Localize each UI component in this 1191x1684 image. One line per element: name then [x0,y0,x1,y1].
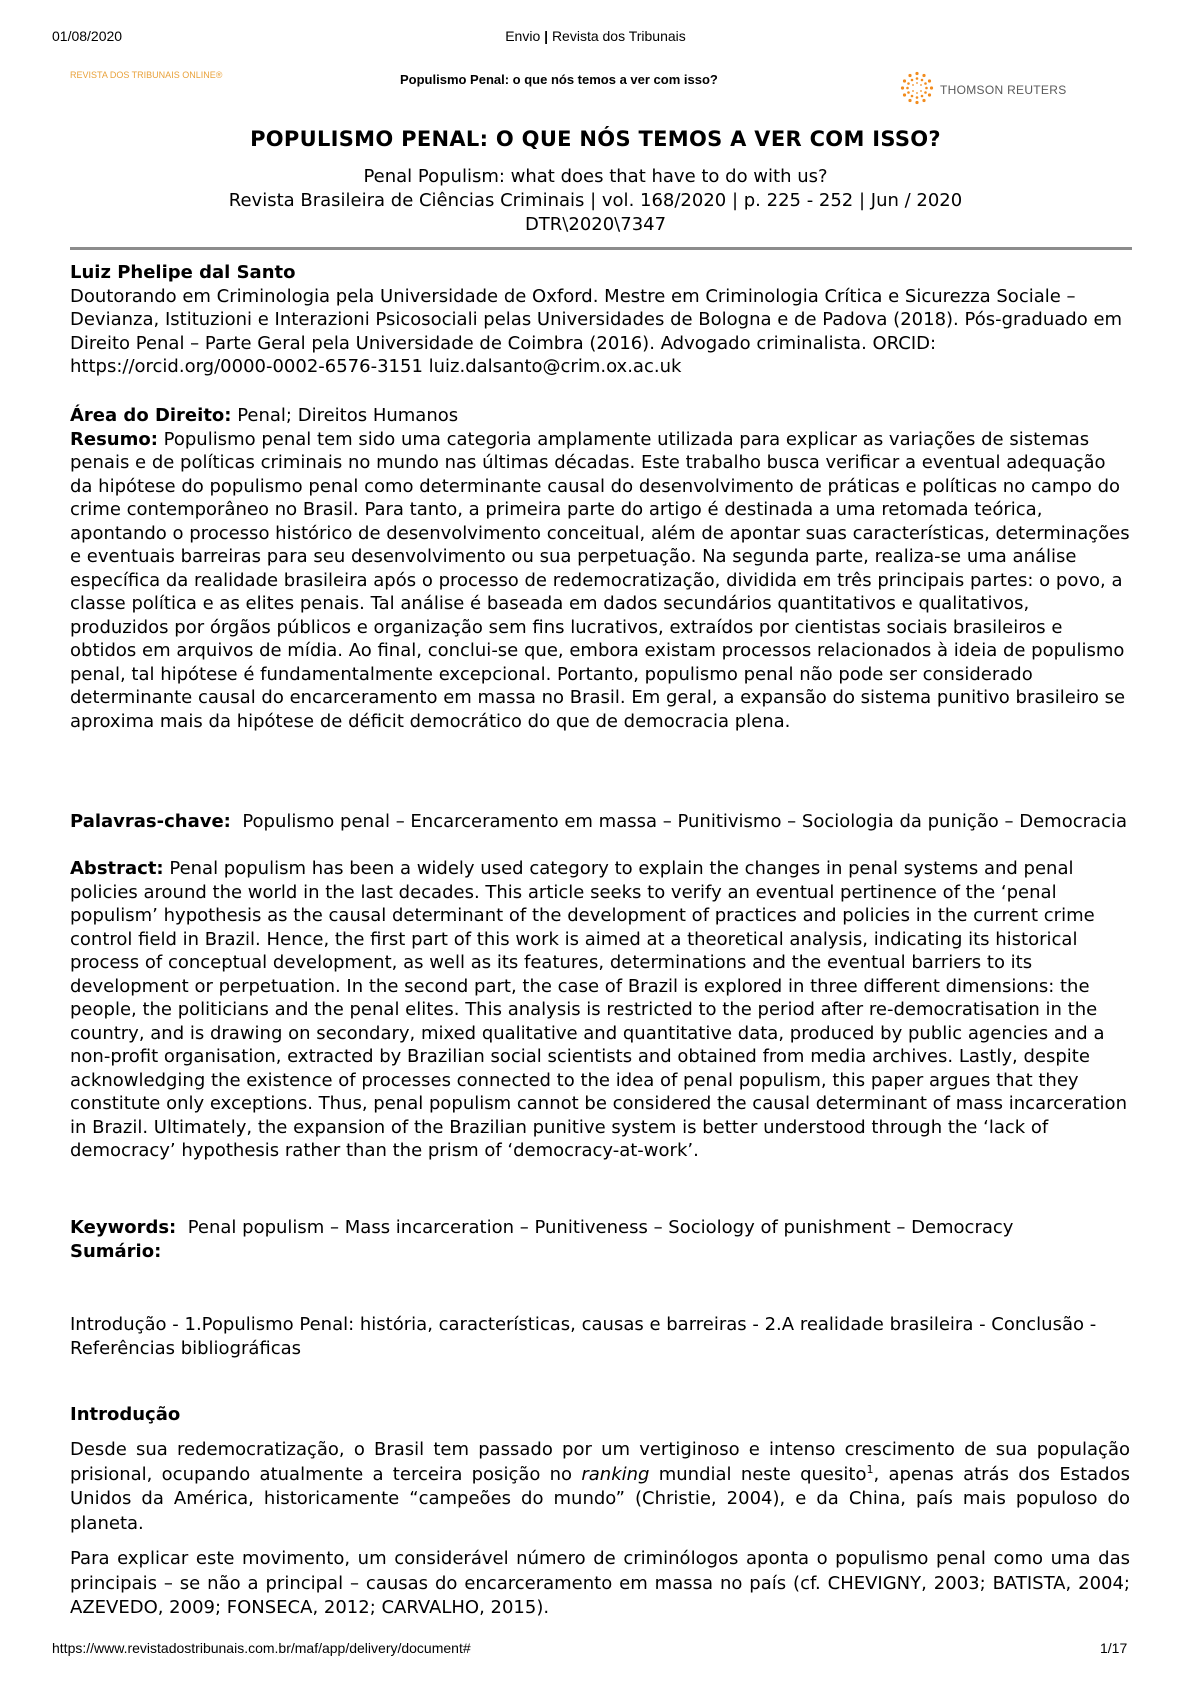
author-name: Luiz Phelipe dal Santo [70,262,296,283]
print-title-separator: | [544,28,549,44]
para1-text-a: Desde sua redemocratização, o Brasil tem passado por um vertiginoso e intenso crescimento de sua população prisional, ocupando atualmente a terceira posição no [70,1439,1130,1485]
palavras-chave-text: Populismo penal – Encarceramento em massa – Punitivismo – Sociologia da punição – Democracia [230,811,1127,832]
print-date: 01/08/2020 [52,28,123,44]
area-label: Área do Direito: [70,405,232,426]
journal-citation: Revista Brasileira de Ciências Criminais | vol. 168/2020 | p. 225 - 252 | Jun / 2020 [228,190,963,211]
sumario-content: Introdução - 1.Populismo Penal: história, características, causas e barreiras - 2.A realidade brasileira - Conclusão - Referências bibliográficas [70,1314,1097,1359]
abstract-section [70,857,1130,1163]
author-block [70,261,1130,379]
thomson-reuters-logo [900,72,1067,108]
palavras-chave [70,810,1130,834]
print-title-left: Envio [505,28,541,44]
para1-text-b: mundial neste quesito [649,1463,867,1485]
palavras-chave-label: Palavras-chave: [70,811,231,832]
area-do-direito [70,404,1130,428]
resumo-label: Resumo: [70,428,158,450]
resumo-text: Populismo penal tem sido uma categoria amplamente utilizada para explicar as variações de sistemas penais e de políticas criminais no mundo nas últimas décadas. Este trabalho busca verificar a eventual adequação da hipótese do populismo penal como determinante causal do desenvolvimento de práticas e políticas no campo do crime contemporâneo no Brasil. Para tanto, a primeira parte do artigo é destinada a uma retomada teórica, apontando o processo histórico de desenvolvimento conceitual, além de apontar suas características, determinações e eventuais barreiras para seu desenvolvimento ou sua perpetuação. Na segunda parte, realiza-se uma análise específica da realidade brasileira após o processo de redemocratização, dividida em três principais partes: o povo, a classe política e as elites penais. Tal análise é baseada em dados secundários quantitativos e qualitativos, produzidos por órgãos públicos e organização sem fins lucrativos, extraídos por cientistas sociais brasileiros e obtidos em arquivos de mídia. Ao final, conclui-se que, embora existam processos relacionados à ideia de populismo penal, tal hipótese é fundamentalmente excepcional. Portanto, populismo penal não pode ser considerado determinante causal do encarceramento em massa no Brasil. Em geral, a expansão do sistema punitivo brasileiro se aproxima mais da hipótese de déficit democrático do que de democracia plena. [70,428,1130,732]
resumo-section [70,404,1130,733]
article-title: POPULISMO PENAL: O QUE NÓS TEMOS A VER COM ISSO? [250,127,941,151]
footnote-ref-1[interactable]: 1 [866,1462,874,1476]
article-subtitle-english: Penal Populism: what does that have to do with us? [363,166,828,187]
print-title-right: Revista dos Tribunais [551,28,686,44]
abstract-text: Penal populism has been a widely used category to explain the changes in penal systems and penal policies around the world in the last decades. This article seeks to verify an eventual pertinence of the ‘penal populism’ hypothesis as the causal determinant of the development of practices and policies in the current crime control field in Brazil. Hence, the first part of this work is aimed at a theoretical analysis, indicating its historical process of conceptual development, as well as its features, determinations and the eventual barriers to its development or perpetuation. In the second part, the case of Brazil is explored in three different dimensions: the people, the politicians and the penal elites. This analysis is restricted to the period after re-democratisation in the country, and is drawing on secondary, mixed qualitative and quantitative data, produced by public agencies and a non-profit organisation, extracted by Brazilian social scientists and obtained from media archives. Lastly, despite acknowledging the existence of processes connected to the idea of penal populism, this paper argues that they constitute only exceptions. Thus, penal populism cannot be considered the causal determinant of mass incarceration in Brazil. Ultimately, the expansion of the Brazilian punitive system is better understood through the ‘lack of democracy’ hypothesis rather than the prism of ‘democracy-at-work’. [70,858,1127,1161]
title-separator [70,247,1132,250]
print-footer-url: https://www.revistadostribunais.com.br/maf/app/delivery/document# [52,1640,471,1656]
keywords-text: Penal populism – Mass incarceration – Punitiveness – Sociology of punishment – Democracy [176,1217,1014,1238]
running-head: Populismo Penal: o que nós temos a ver com isso? [400,72,718,87]
sumario-label: Sumário: [70,1240,162,1262]
thomson-reuters-wordmark: THOMSON REUTERS [940,83,1067,97]
revista-dos-tribunais-logo: REVISTA DOS TRIBUNAIS ONLINE® [70,70,223,80]
intro-paragraph-2: Para explicar este movimento, um considerável número de criminólogos aponta o populismo penal como uma das principais – se não a principal – causas do encarceramento em massa no país (cf. CHEVIGNY, 2003; BATISTA, 2004; AZEVEDO, 2009; FONSECA, 2012; CARVALHO, 2015). [70,1548,1130,1618]
para1-text-c: , apenas atrás dos Estados Unidos da América, historicamente “campeões do mundo” (Christie, 2004), e da China, país mais populoso do planeta. [70,1463,1130,1534]
intro-paragraph-1 [70,1438,1130,1536]
author-bio: Doutorando em Criminologia pela Universidade de Oxford. Mestre em Criminologia Crítica e Sicurezza Sociale – Devianza, Istituzioni e Interazioni Psicosociali pelas Universidades de Bologna e de Padova (2018). Pós-graduado em Direito Penal – Parte Geral pela Universidade de Coimbra (2016). Advogado criminalista. ORCID: https://orcid.org/0000-0002-6576-3151 luiz.dalsanto@crim.ox.ac.uk [70,285,1123,377]
keywords-label: Keywords: [70,1217,177,1238]
print-page-title [0,28,1191,44]
area-value: Penal; Direitos Humanos [231,405,459,426]
section-heading-introducao: Introdução [70,1404,181,1425]
para1-emphasis: ranking [581,1463,650,1485]
abstract-label: Abstract: [70,858,164,879]
resumo [70,428,1130,734]
keywords-section [70,1216,1130,1263]
keywords [70,1216,1130,1240]
thomson-reuters-dot-icon [900,71,934,110]
document-id: DTR\2020\7347 [524,214,667,235]
print-page-number: 1/17 [1100,1640,1128,1656]
